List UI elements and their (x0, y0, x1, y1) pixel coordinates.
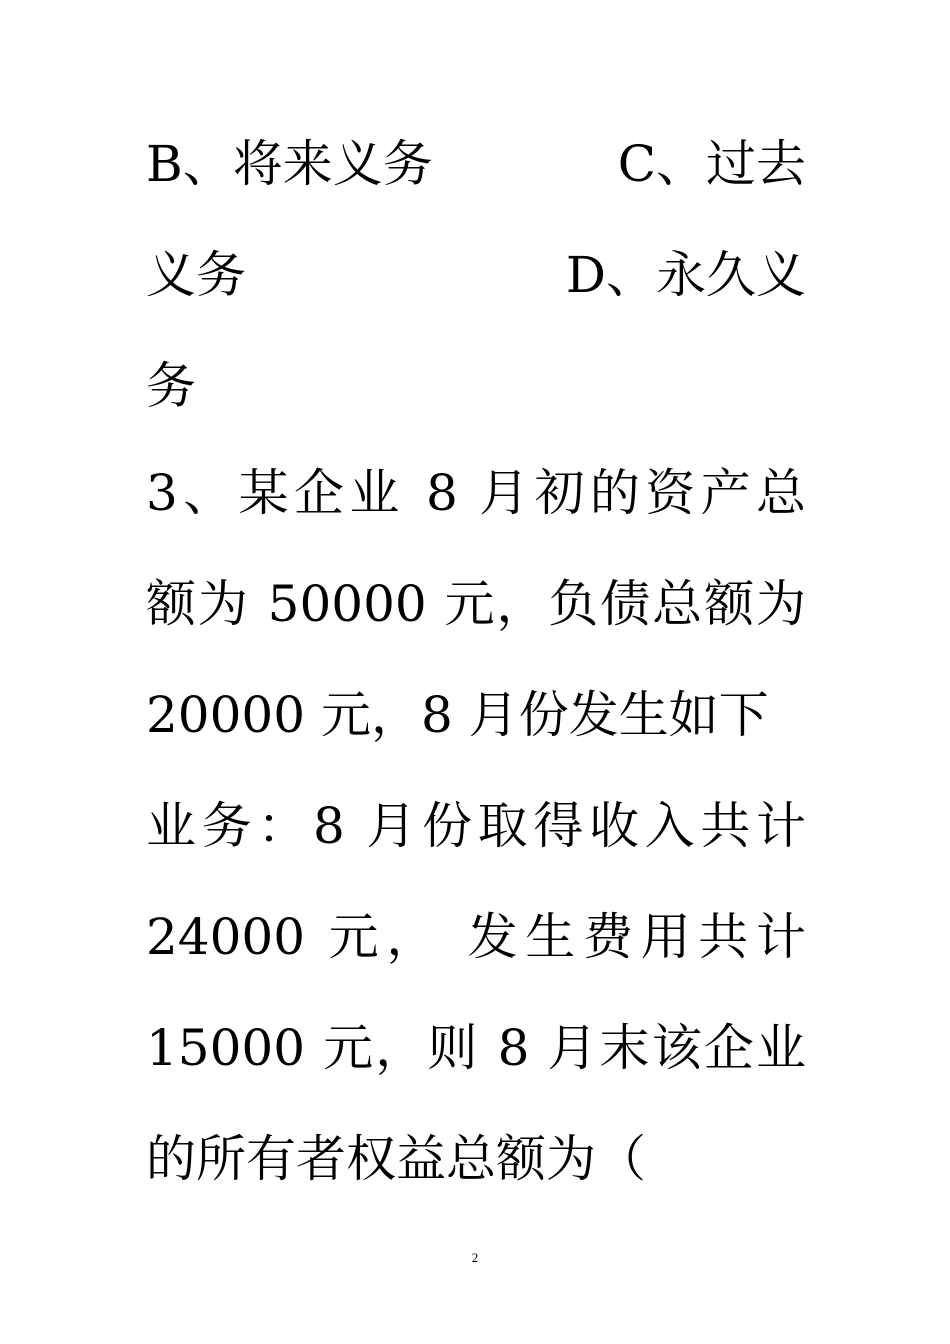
question-line-7: 的所有者权益总额为（ (146, 1130, 646, 1188)
option-line-1 (146, 134, 806, 194)
question-line-4: 业务：8 月份取得收入共计 (146, 797, 806, 855)
question-line-2: 额为 50000 元，负债总额为 (146, 575, 806, 633)
option-b-text: B、将来义务 (146, 135, 433, 193)
option-d-text-start: D、永久义 (565, 246, 806, 304)
option-c-text-end: 义务 (146, 246, 246, 304)
question-line-1: 3、某企业 8 月初的资产总 (146, 464, 806, 522)
option-line-3 (146, 356, 806, 416)
question-line-6: 15000 元，则 8 月末该企业 (146, 1019, 806, 1077)
option-d-text-end: 务 (146, 357, 196, 415)
page-number: 2 (471, 1250, 479, 1265)
question-line-5: 24000 元， 发生费用共计 (146, 908, 806, 966)
option-c-text-start: C、过去 (617, 135, 806, 193)
question-line-3: 20000 元，8 月份发生如下 (146, 686, 769, 744)
option-line-2 (146, 245, 806, 305)
